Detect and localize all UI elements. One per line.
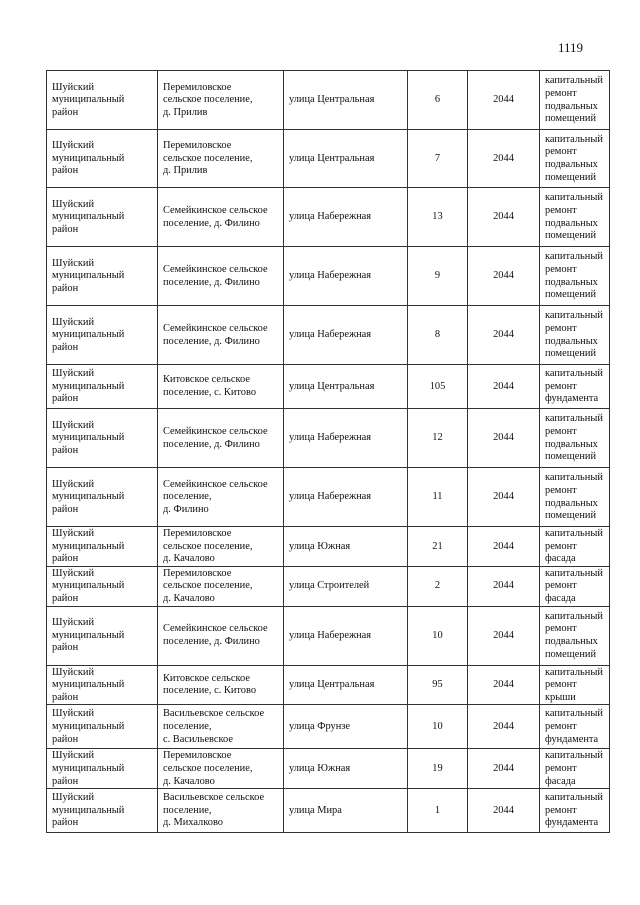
district-cell: Шуйский муниципальный район <box>47 468 158 527</box>
settlement-cell: Перемиловское сельское поселение, д. Прилив <box>158 71 284 130</box>
year-cell: 2044 <box>468 468 540 527</box>
settlement-cell: Перемиловское сельское поселение, д. Качалово <box>158 527 284 567</box>
settlement-cell: Семейкинское сельское поселение, д. Филино <box>158 306 284 365</box>
street-cell: улица Набережная <box>284 468 408 527</box>
street-cell: улица Фрунзе <box>284 705 408 749</box>
street-cell: улица Набережная <box>284 306 408 365</box>
work-type-cell: капитальный ремонт подвальных помещений <box>540 409 610 468</box>
district-cell: Шуйский муниципальный район <box>47 306 158 365</box>
house-number-cell: 11 <box>408 468 468 527</box>
street-cell: улица Центральная <box>284 665 408 705</box>
district-cell: Шуйский муниципальный район <box>47 365 158 409</box>
work-type-cell: капитальный ремонт крыши <box>540 665 610 705</box>
table-row <box>47 130 610 188</box>
house-number-cell: 7 <box>408 130 468 188</box>
settlement-cell: Семейкинское сельское поселение, д. Филино <box>158 606 284 665</box>
house-number-cell: 13 <box>408 188 468 247</box>
district-cell: Шуйский муниципальный район <box>47 71 158 130</box>
district-cell: Шуйский муниципальный район <box>47 789 158 833</box>
year-cell: 2044 <box>468 566 540 606</box>
house-number-cell: 95 <box>408 665 468 705</box>
table-row <box>47 606 610 665</box>
year-cell: 2044 <box>468 665 540 705</box>
year-cell: 2044 <box>468 409 540 468</box>
settlement-cell: Семейкинское сельское поселение, д. Филино <box>158 468 284 527</box>
table-row <box>47 468 610 527</box>
table-row <box>47 306 610 365</box>
district-cell: Шуйский муниципальный район <box>47 247 158 306</box>
work-type-cell: капитальный ремонт подвальных помещений <box>540 306 610 365</box>
work-type-cell: капитальный ремонт подвальных помещений <box>540 468 610 527</box>
table-row <box>47 789 610 833</box>
settlement-cell: Семейкинское сельское поселение, д. Филино <box>158 247 284 306</box>
year-cell: 2044 <box>468 749 540 789</box>
settlement-cell: Васильевское сельское поселение, с. Васильевское <box>158 705 284 749</box>
street-cell: улица Южная <box>284 749 408 789</box>
settlement-cell: Китовское сельское поселение, с. Китово <box>158 365 284 409</box>
work-type-cell: капитальный ремонт фундамента <box>540 705 610 749</box>
house-number-cell: 2 <box>408 566 468 606</box>
year-cell: 2044 <box>468 789 540 833</box>
settlement-cell: Китовское сельское поселение, с. Китово <box>158 665 284 705</box>
house-number-cell: 10 <box>408 606 468 665</box>
year-cell: 2044 <box>468 247 540 306</box>
district-cell: Шуйский муниципальный район <box>47 188 158 247</box>
street-cell: улица Набережная <box>284 606 408 665</box>
table-row <box>47 188 610 247</box>
district-cell: Шуйский муниципальный район <box>47 130 158 188</box>
work-type-cell: капитальный ремонт подвальных помещений <box>540 130 610 188</box>
year-cell: 2044 <box>468 306 540 365</box>
settlement-cell: Семейкинское сельское поселение, д. Филино <box>158 188 284 247</box>
year-cell: 2044 <box>468 71 540 130</box>
housing-repair-table <box>46 70 610 833</box>
house-number-cell: 10 <box>408 705 468 749</box>
house-number-cell: 21 <box>408 527 468 567</box>
house-number-cell: 8 <box>408 306 468 365</box>
district-cell: Шуйский муниципальный район <box>47 705 158 749</box>
street-cell: улица Южная <box>284 527 408 567</box>
district-cell: Шуйский муниципальный район <box>47 566 158 606</box>
table-row <box>47 749 610 789</box>
table-row <box>47 665 610 705</box>
street-cell: улица Центральная <box>284 71 408 130</box>
year-cell: 2044 <box>468 188 540 247</box>
street-cell: улица Мира <box>284 789 408 833</box>
house-number-cell: 6 <box>408 71 468 130</box>
house-number-cell: 19 <box>408 749 468 789</box>
table-row <box>47 527 610 567</box>
settlement-cell: Васильевское сельское поселение, д. Михалково <box>158 789 284 833</box>
work-type-cell: капитальный ремонт фасада <box>540 527 610 567</box>
work-type-cell: капитальный ремонт фундамента <box>540 789 610 833</box>
table-row <box>47 71 610 130</box>
house-number-cell: 12 <box>408 409 468 468</box>
street-cell: улица Набережная <box>284 409 408 468</box>
table-body <box>47 71 610 833</box>
table-row <box>47 705 610 749</box>
work-type-cell: капитальный ремонт фасада <box>540 749 610 789</box>
work-type-cell: капитальный ремонт подвальных помещений <box>540 188 610 247</box>
house-number-cell: 1 <box>408 789 468 833</box>
district-cell: Шуйский муниципальный район <box>47 606 158 665</box>
work-type-cell: капитальный ремонт подвальных помещений <box>540 606 610 665</box>
work-type-cell: капитальный ремонт подвальных помещений <box>540 247 610 306</box>
work-type-cell: капитальный ремонт фундамента <box>540 365 610 409</box>
year-cell: 2044 <box>468 606 540 665</box>
street-cell: улица Строителей <box>284 566 408 606</box>
district-cell: Шуйский муниципальный район <box>47 409 158 468</box>
page-number: 1119 <box>558 40 584 55</box>
table-row <box>47 566 610 606</box>
district-cell: Шуйский муниципальный район <box>47 527 158 567</box>
table-row <box>47 365 610 409</box>
street-cell: улица Набережная <box>284 188 408 247</box>
street-cell: улица Набережная <box>284 247 408 306</box>
work-type-cell: капитальный ремонт подвальных помещений <box>540 71 610 130</box>
street-cell: улица Центральная <box>284 130 408 188</box>
year-cell: 2044 <box>468 130 540 188</box>
settlement-cell: Семейкинское сельское поселение, д. Филино <box>158 409 284 468</box>
work-type-cell: капитальный ремонт фасада <box>540 566 610 606</box>
year-cell: 2044 <box>468 365 540 409</box>
year-cell: 2044 <box>468 705 540 749</box>
table-row <box>47 247 610 306</box>
house-number-cell: 9 <box>408 247 468 306</box>
street-cell: улица Центральная <box>284 365 408 409</box>
settlement-cell: Перемиловское сельское поселение, д. Прилив <box>158 130 284 188</box>
settlement-cell: Перемиловское сельское поселение, д. Качалово <box>158 566 284 606</box>
settlement-cell: Перемиловское сельское поселение, д. Качалово <box>158 749 284 789</box>
district-cell: Шуйский муниципальный район <box>47 665 158 705</box>
year-cell: 2044 <box>468 527 540 567</box>
district-cell: Шуйский муниципальный район <box>47 749 158 789</box>
house-number-cell: 105 <box>408 365 468 409</box>
table-row <box>47 409 610 468</box>
